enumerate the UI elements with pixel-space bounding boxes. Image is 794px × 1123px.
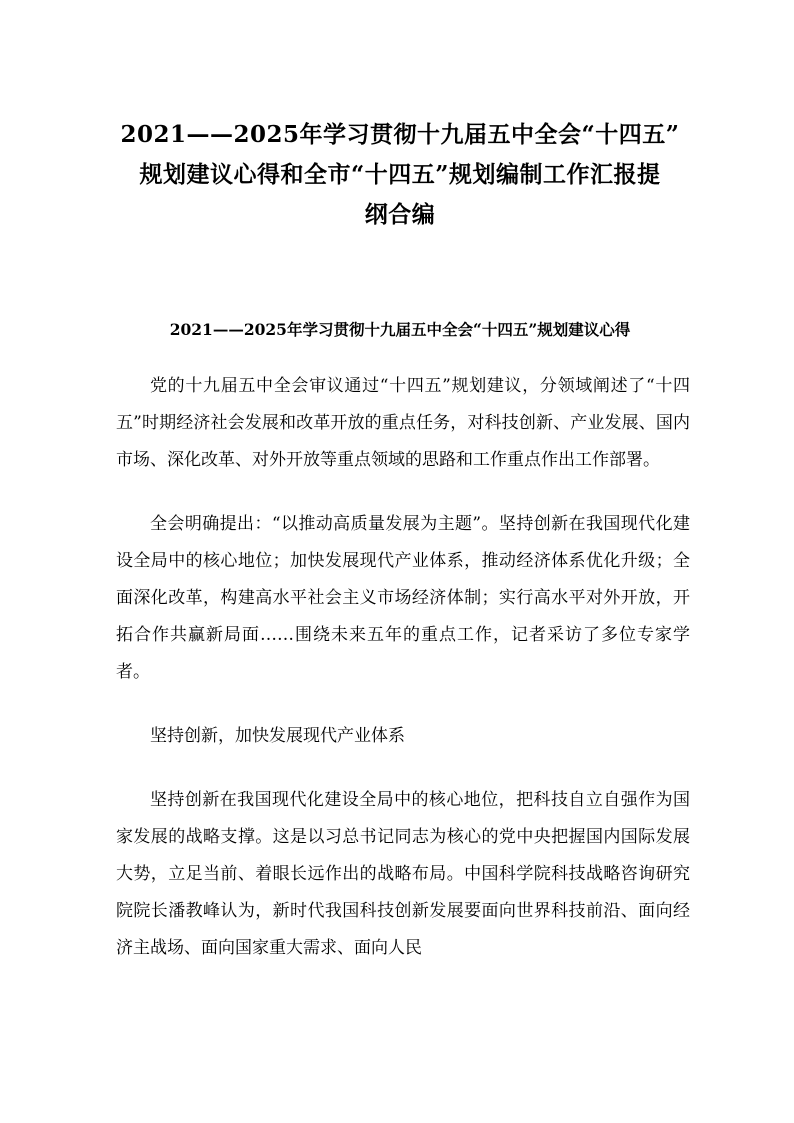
- document-title-line-3: 纲合编: [364, 201, 436, 228]
- document-body: [116, 368, 690, 967]
- section-title: 2021——2025年学习贯彻十九届五中全会“十四五”规划建议心得: [169, 320, 631, 339]
- document-title-line-1: 2021——2025年学习贯彻十九届五中全会“十四五”: [120, 121, 680, 148]
- paragraph-2: 全会明确提出：“以推动高质量发展为主题”。坚持创新在我国现代化建设全局中的核心地位；加快发展现代产业体系，推动经济体系优化升级；全面深化改革，构建高水平社会主义市场经济体制；实行高水平对外开放，开拓合作共赢新局面……围绕未来五年的重点工作，记者采访了多位专家学者。: [116, 514, 690, 682]
- subheading: 坚持创新，加快发展现代产业体系: [150, 726, 405, 746]
- paragraph-1: 党的十九届五中全会审议通过“十四五”规划建议，分领域阐述了“十四五”时期经济社会发展和改革开放的重点任务，对科技创新、产业发展、国内市场、深化改革、对外开放等重点领域的思路和工作重点作出工作部署。: [116, 376, 690, 470]
- document-title-line-2: 规划建议心得和全市“十四五”规划编制工作汇报提: [139, 161, 661, 188]
- document-title: [100, 115, 700, 235]
- paragraph-3: 坚持创新在我国现代化建设全局中的核心地位，把科技自立自强作为国家发展的战略支撑。这是以习总书记同志为核心的党中央把握国内国际发展大势，立足当前、着眼长远作出的战略布局。中国科学院科技战略咨询研究院院长潘教峰认为，新时代我国科技创新发展要面向世界科技前沿、面向经济主战场、面向国家重大需求、面向人民: [116, 790, 690, 958]
